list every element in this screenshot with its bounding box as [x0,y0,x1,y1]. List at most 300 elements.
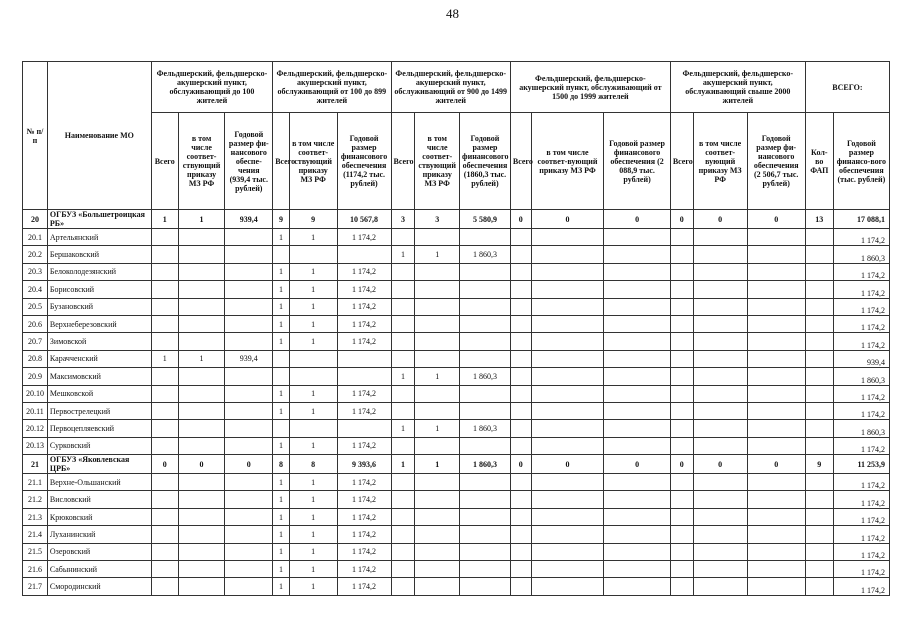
g1-total-cell [151,420,178,437]
g1-funding-cell: 939,4 [225,350,273,367]
row-number: 20.10 [23,385,48,402]
g4-total-cell: 0 [510,210,531,229]
row-number: 20 [23,210,48,229]
g1-compliant-cell [178,578,225,595]
g2-total-cell: 1 [273,385,290,402]
g3-compliant-cell [415,508,460,525]
g3-funding-cell: 1 860,3 [460,368,511,385]
g4-compliant-cell [531,491,604,508]
row-number: 20.9 [23,368,48,385]
header-group-100-899: Фельдшерский, фельдшерско-акушерский пункт, обслуживающий от 100 до 899 жителей [273,62,391,113]
g4-compliant-cell [531,420,604,437]
g5-total-cell [670,402,693,419]
g2-total-cell: 1 [273,508,290,525]
g5-total-cell [670,491,693,508]
g3-compliant-cell [415,561,460,578]
g4-total-cell [510,578,531,595]
g4-compliant-cell [531,263,604,280]
g2-funding-cell: 1 174,2 [337,298,391,315]
row-name: Максимовский [47,368,151,385]
g5-compliant-cell [693,263,747,280]
total-funding-cell: 1 174,2 [833,437,889,454]
g5-funding-cell [747,420,805,437]
table-row [23,508,890,525]
g2-funding-cell: 9 393,6 [337,455,391,474]
g3-funding-cell: 1 860,3 [460,420,511,437]
g1-compliant-cell [178,420,225,437]
row-number: 20.2 [23,246,48,263]
g4-funding-cell [604,281,670,298]
g1-funding-cell [225,543,273,560]
g4-compliant-cell [531,578,604,595]
g4-total-cell [510,437,531,454]
fap-count-cell [805,491,833,508]
g4-total-cell [510,281,531,298]
g2-compliant-cell: 1 [289,229,337,246]
fap-count-cell: 13 [805,210,833,229]
fap-count-cell [805,402,833,419]
g2-total-cell: 1 [273,526,290,543]
g1-total-cell [151,402,178,419]
g2-funding-cell: 1 174,2 [337,561,391,578]
g1-funding-cell [225,281,273,298]
g4-total-cell [510,543,531,560]
row-name: Верхнеберезовский [47,315,151,332]
table-row [23,385,890,402]
fap-funding-table [22,61,890,596]
g4-compliant-cell [531,368,604,385]
header-g5-funding: Годовой размер фи-нансового обеспечения (2 506,7 тыс. рублей) [747,113,805,210]
g1-compliant-cell [178,229,225,246]
g3-compliant-cell [415,385,460,402]
g3-funding-cell [460,315,511,332]
g4-compliant-cell [531,229,604,246]
g3-total-cell: 1 [391,455,415,474]
table-row [23,281,890,298]
g1-compliant-cell [178,298,225,315]
page-number: 48 [446,6,459,21]
g4-total-cell [510,385,531,402]
g3-total-cell: 3 [391,210,415,229]
fap-count-cell [805,281,833,298]
row-name: ОГБУЗ «Большетроицкая РБ» [47,210,151,229]
header-g1-compliant: в том числе соответ-ствующий приказу МЗ РФ [178,113,225,210]
g2-total-cell: 1 [273,402,290,419]
g4-funding-cell [604,402,670,419]
fap-count-cell [805,508,833,525]
g3-funding-cell [460,333,511,350]
g5-total-cell [670,474,693,491]
g1-total-cell [151,543,178,560]
g1-total-cell [151,578,178,595]
row-name: Верхне-Ольшанский [47,474,151,491]
g5-funding-cell [747,385,805,402]
total-funding-cell: 1 174,2 [833,578,889,595]
g3-compliant-cell [415,350,460,367]
g4-funding-cell [604,368,670,385]
g5-compliant-cell [693,315,747,332]
table-row [23,298,890,315]
g2-funding-cell: 1 174,2 [337,263,391,280]
g5-total-cell [670,561,693,578]
g4-total-cell [510,526,531,543]
g3-funding-cell [460,402,511,419]
g1-funding-cell [225,491,273,508]
table-row [23,246,890,263]
g1-funding-cell [225,578,273,595]
table-row [23,315,890,332]
g4-total-cell [510,561,531,578]
g2-compliant-cell: 1 [289,281,337,298]
g1-funding-cell: 0 [225,455,273,474]
g4-funding-cell [604,350,670,367]
g2-total-cell [273,350,290,367]
table-row [23,333,890,350]
g3-total-cell [391,402,415,419]
row-name: Карачченский [47,350,151,367]
row-number: 21 [23,455,48,474]
g2-compliant-cell [289,420,337,437]
g1-total-cell [151,229,178,246]
header-g3-total: Всего [391,113,415,210]
g2-total-cell: 1 [273,229,290,246]
header-group-1500-1999: Фельдшерский, фельдшерско-акушерский пункт, обслуживающий от 1500 до 1999 жителей [510,62,670,113]
g3-total-cell [391,543,415,560]
g2-total-cell [273,368,290,385]
total-funding-cell: 1 174,2 [833,526,889,543]
total-funding-cell: 1 174,2 [833,229,889,246]
row-name: Первострелецкий [47,402,151,419]
g4-compliant-cell [531,437,604,454]
g5-compliant-cell [693,298,747,315]
g1-compliant-cell [178,315,225,332]
header-num: № п/п [23,62,48,210]
g4-total-cell [510,491,531,508]
g5-total-cell [670,420,693,437]
g2-compliant-cell: 1 [289,263,337,280]
g4-compliant-cell [531,526,604,543]
total-funding-cell: 1 174,2 [833,543,889,560]
row-name: Зимовской [47,333,151,350]
g3-funding-cell [460,229,511,246]
g5-compliant-cell [693,543,747,560]
g4-funding-cell [604,229,670,246]
fap-count-cell [805,368,833,385]
g4-total-cell [510,229,531,246]
g5-funding-cell [747,474,805,491]
g5-funding-cell [747,263,805,280]
g2-funding-cell: 10 567,8 [337,210,391,229]
g5-total-cell [670,578,693,595]
g2-compliant-cell [289,350,337,367]
table-row [23,229,890,246]
g5-funding-cell: 0 [747,210,805,229]
g4-funding-cell: 0 [604,455,670,474]
g2-total-cell: 9 [273,210,290,229]
table-row [23,402,890,419]
g5-funding-cell [747,508,805,525]
g1-compliant-cell [178,508,225,525]
g4-compliant-cell [531,508,604,525]
row-name: Луханинский [47,526,151,543]
g4-total-cell [510,246,531,263]
g3-total-cell [391,229,415,246]
g1-total-cell [151,437,178,454]
header-name: Наименование МО [47,62,151,210]
g4-funding-cell [604,474,670,491]
total-funding-cell: 1 174,2 [833,561,889,578]
g5-total-cell [670,229,693,246]
g3-compliant-cell [415,263,460,280]
row-name: Первоцепляевский [47,420,151,437]
g1-funding-cell [225,474,273,491]
g3-compliant-cell: 1 [415,246,460,263]
g5-total-cell [670,368,693,385]
header-row-groups [23,62,890,113]
fap-count-cell [805,246,833,263]
g1-funding-cell [225,437,273,454]
g5-compliant-cell [693,491,747,508]
fap-count-cell [805,437,833,454]
g4-compliant-cell [531,543,604,560]
g5-funding-cell [747,315,805,332]
g2-funding-cell: 1 174,2 [337,508,391,525]
g1-total-cell [151,333,178,350]
g5-compliant-cell [693,420,747,437]
total-funding-cell: 17 088,1 [833,210,889,229]
g4-funding-cell [604,246,670,263]
g3-funding-cell [460,385,511,402]
g5-compliant-cell [693,561,747,578]
row-name: Мешковской [47,385,151,402]
g2-funding-cell [337,420,391,437]
fap-count-cell [805,263,833,280]
fap-count-cell: 9 [805,455,833,474]
g1-total-cell [151,491,178,508]
g1-funding-cell [225,526,273,543]
g2-total-cell: 8 [273,455,290,474]
row-number: 20.7 [23,333,48,350]
g3-funding-cell [460,437,511,454]
header-row-sub [23,113,890,210]
row-name: Бузановский [47,298,151,315]
g3-compliant-cell: 1 [415,368,460,385]
g5-compliant-cell [693,246,747,263]
g2-funding-cell [337,246,391,263]
g5-funding-cell [747,491,805,508]
g2-funding-cell: 1 174,2 [337,315,391,332]
g4-compliant-cell [531,246,604,263]
header-g3-compliant: в том числе соответ-ствующий приказу МЗ РФ [415,113,460,210]
g2-funding-cell: 1 174,2 [337,578,391,595]
row-number: 21.6 [23,561,48,578]
g2-funding-cell: 1 174,2 [337,281,391,298]
g5-total-cell [670,315,693,332]
g4-compliant-cell [531,474,604,491]
g2-funding-cell [337,368,391,385]
g2-compliant-cell: 1 [289,474,337,491]
total-funding-cell: 1 174,2 [833,385,889,402]
g3-compliant-cell [415,333,460,350]
g4-total-cell: 0 [510,455,531,474]
g4-funding-cell [604,543,670,560]
g5-compliant-cell [693,350,747,367]
g3-funding-cell: 5 580,9 [460,210,511,229]
g3-total-cell [391,578,415,595]
fap-count-cell [805,315,833,332]
row-number: 20.1 [23,229,48,246]
g2-compliant-cell [289,246,337,263]
g5-compliant-cell [693,474,747,491]
g4-funding-cell [604,578,670,595]
total-funding-cell: 1 174,2 [833,333,889,350]
table-row [23,474,890,491]
g3-compliant-cell [415,437,460,454]
g3-total-cell: 1 [391,246,415,263]
g1-compliant-cell [178,437,225,454]
g5-compliant-cell [693,526,747,543]
g3-total-cell [391,385,415,402]
header-total-funding: Годовой размер финансо-вого обеспечения (тыс. рублей) [833,113,889,210]
g3-compliant-cell [415,281,460,298]
g3-compliant-cell: 3 [415,210,460,229]
g3-funding-cell [460,474,511,491]
g1-total-cell [151,368,178,385]
g4-funding-cell [604,333,670,350]
fap-count-cell [805,578,833,595]
g4-funding-cell [604,420,670,437]
g5-total-cell [670,246,693,263]
header-g2-total: Всего [273,113,290,210]
row-name: Белоколодезянский [47,263,151,280]
g5-compliant-cell [693,368,747,385]
g1-total-cell [151,281,178,298]
g1-compliant-cell [178,281,225,298]
g1-compliant-cell [178,474,225,491]
g5-funding-cell [747,402,805,419]
g1-compliant-cell [178,385,225,402]
g1-compliant-cell [178,402,225,419]
g1-funding-cell [225,368,273,385]
header-g1-funding: Годовой размер фи-нансового обеспе-чения (939,4 тыс. рублей) [225,113,273,210]
g5-total-cell [670,281,693,298]
g1-funding-cell [225,246,273,263]
table-row [23,491,890,508]
g5-compliant-cell [693,281,747,298]
g3-compliant-cell [415,526,460,543]
g1-funding-cell [225,508,273,525]
table-row [23,263,890,280]
g3-funding-cell: 1 860,3 [460,455,511,474]
g5-total-cell [670,350,693,367]
g2-compliant-cell: 8 [289,455,337,474]
g5-funding-cell [747,229,805,246]
g2-total-cell: 1 [273,491,290,508]
header-g4-compliant: в том числе соответ-вующий приказу МЗ РФ [531,113,604,210]
g3-funding-cell [460,526,511,543]
g4-compliant-cell [531,385,604,402]
g5-funding-cell [747,281,805,298]
fap-count-cell [805,543,833,560]
g5-funding-cell [747,578,805,595]
header-group-up-to-100: Фельдшерский, фельдшерско-акушерский пункт, обслуживающий до 100 жителей [151,62,272,113]
row-name: Смородинский [47,578,151,595]
row-number: 20.13 [23,437,48,454]
g4-total-cell [510,368,531,385]
total-funding-cell: 1 860,3 [833,246,889,263]
g2-compliant-cell: 1 [289,526,337,543]
g2-compliant-cell: 1 [289,437,337,454]
g4-total-cell [510,474,531,491]
g4-funding-cell [604,315,670,332]
g2-total-cell [273,246,290,263]
g3-funding-cell [460,263,511,280]
header-g3-funding: Годовой размер финансового обеспечения (1860,3 тыс. рублей) [460,113,511,210]
total-funding-cell: 1 174,2 [833,263,889,280]
g3-funding-cell [460,298,511,315]
fap-count-cell [805,298,833,315]
row-name: Крюковский [47,508,151,525]
row-number: 20.5 [23,298,48,315]
row-number: 21.2 [23,491,48,508]
g5-funding-cell [747,246,805,263]
total-funding-cell: 1 174,2 [833,508,889,525]
g3-compliant-cell [415,474,460,491]
g3-total-cell: 1 [391,368,415,385]
g2-funding-cell: 1 174,2 [337,402,391,419]
g1-funding-cell [225,229,273,246]
g4-total-cell [510,508,531,525]
header-fap-count: Кол-во ФАП [805,113,833,210]
total-funding-cell: 1 174,2 [833,281,889,298]
row-number: 21.7 [23,578,48,595]
row-number: 20.4 [23,281,48,298]
g4-total-cell [510,315,531,332]
g3-compliant-cell [415,578,460,595]
g5-total-cell [670,437,693,454]
row-number: 21.3 [23,508,48,525]
table-row-organization [23,210,890,229]
g5-compliant-cell: 0 [693,210,747,229]
g4-total-cell [510,420,531,437]
g2-funding-cell: 1 174,2 [337,474,391,491]
g1-compliant-cell: 0 [178,455,225,474]
g4-compliant-cell [531,298,604,315]
g3-compliant-cell [415,402,460,419]
g1-compliant-cell: 1 [178,350,225,367]
g1-funding-cell [225,385,273,402]
row-name: Артельянский [47,229,151,246]
row-number: 21.4 [23,526,48,543]
g2-total-cell: 1 [273,298,290,315]
g3-compliant-cell [415,315,460,332]
g1-compliant-cell [178,333,225,350]
g3-funding-cell [460,578,511,595]
g3-compliant-cell [415,491,460,508]
fap-count-cell [805,526,833,543]
g2-funding-cell [337,350,391,367]
g1-total-cell: 1 [151,210,178,229]
g1-compliant-cell [178,246,225,263]
g4-compliant-cell [531,402,604,419]
g3-total-cell [391,491,415,508]
g3-total-cell [391,315,415,332]
g2-compliant-cell [289,368,337,385]
g3-funding-cell: 1 860,3 [460,246,511,263]
g4-compliant-cell [531,281,604,298]
table-row [23,578,890,595]
g3-funding-cell [460,281,511,298]
